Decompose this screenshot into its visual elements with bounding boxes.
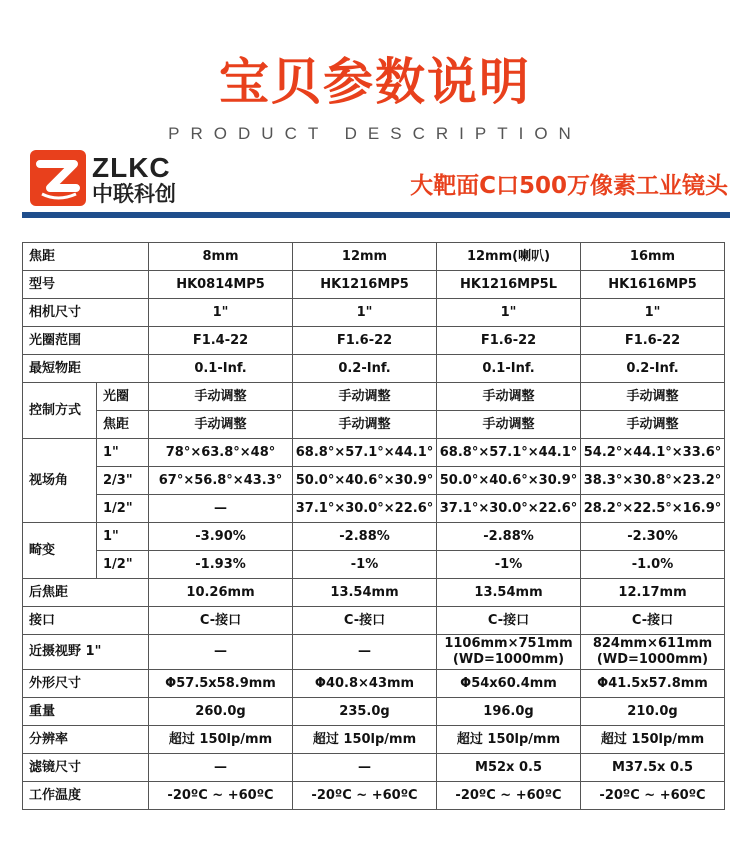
row-label: 接口 [23,607,149,635]
row-label: 相机尺寸 [23,299,149,327]
table-cell: Φ57.5x58.9mm [149,670,293,698]
table-cell: HK0814MP5 [149,271,293,299]
row-sublabel: 1" [97,439,149,467]
table-row-filter [23,754,725,782]
table-cell: Φ54x60.4mm [437,670,581,698]
table-cell: 1" [149,299,293,327]
closeup-value: 824mm×611mm [592,636,713,651]
table-cell: 手动调整 [149,383,293,411]
table-cell: -20ºC ~ +60ºC [293,782,437,810]
page-title: 宝贝参数说明 [219,53,531,111]
table-cell: 10.26mm [149,579,293,607]
table-row-fov-2 [23,467,725,495]
closeup-wd: (WD=1000mm) [596,652,709,667]
table-cell: HK1616MP5 [581,271,725,299]
table-cell: Φ41.5x57.8mm [581,670,725,698]
table-cell: 8mm [149,243,293,271]
table-cell: 手动调整 [293,383,437,411]
table-cell: 38.3°×30.8°×23.2° [581,467,725,495]
row-label: 光圈范围 [23,327,149,355]
table-cell: 手动调整 [437,383,581,411]
row-sublabel: 光圈 [97,383,149,411]
table-cell: HK1216MP5 [293,271,437,299]
table-cell: 37.1°×30.0°×22.6° [293,495,437,523]
row-label: 型号 [23,271,149,299]
row-label: 后焦距 [23,579,149,607]
table-cell: 超过 150lp/mm [437,726,581,754]
table-cell: 235.0g [293,698,437,726]
row-label: 畸变 [23,523,97,579]
table-cell: 50.0°×40.6°×30.9° [293,467,437,495]
table-row-dims [23,670,725,698]
table-cell: 68.8°×57.1°×44.1° [437,439,581,467]
row-sublabel: 1/2" [97,495,149,523]
table-row-weight [23,698,725,726]
table-cell: F1.6-22 [293,327,437,355]
row-label: 最短物距 [23,355,149,383]
table-cell: 0.1-Inf. [149,355,293,383]
table-cell: -3.90% [149,523,293,551]
table-cell: 50.0°×40.6°×30.9° [437,467,581,495]
table-cell: -20ºC ~ +60ºC [149,782,293,810]
table-cell: 54.2°×44.1°×33.6° [581,439,725,467]
table-cell: -2.88% [437,523,581,551]
table-cell [581,635,725,670]
table-cell: Φ40.8×43mm [293,670,437,698]
row-label: 外形尺寸 [23,670,149,698]
table-cell: 37.1°×30.0°×22.6° [437,495,581,523]
table-cell: 1" [581,299,725,327]
table-cell: C-接口 [293,607,437,635]
table-cell: 超过 150lp/mm [149,726,293,754]
row-label: 视场角 [23,439,97,523]
table-cell: F1.6-22 [581,327,725,355]
table-cell: 0.1-Inf. [437,355,581,383]
table-cell: 1" [293,299,437,327]
table-row-distortion-2 [23,551,725,579]
table-row-closeup [23,635,725,670]
closeup-value: — [214,644,228,659]
table-cell [437,635,581,670]
table-cell: -20ºC ~ +60ºC [437,782,581,810]
table-cell: HK1216MP5L [437,271,581,299]
table-cell: 68.8°×57.1°×44.1° [293,439,437,467]
spec-table [22,242,725,810]
product-slogan: 大靶面C口500万像素工业镜头 [410,173,728,199]
table-row-mod [23,355,725,383]
table-cell: 196.0g [437,698,581,726]
table-cell: -2.30% [581,523,725,551]
table-row-fov-3 [23,495,725,523]
row-label: 分辨率 [23,726,149,754]
table-cell: 1" [437,299,581,327]
brand-logo [30,150,190,210]
table-cell: — [149,754,293,782]
table-cell: C-接口 [437,607,581,635]
table-row-focal [23,243,725,271]
table-cell: 手动调整 [293,411,437,439]
table-cell: 12mm [293,243,437,271]
table-row-mount [23,607,725,635]
row-label: 近摄视野 1" [23,635,149,670]
row-label: 工作温度 [23,782,149,810]
table-row-distortion-1 [23,523,725,551]
row-sublabel: 2/3" [97,467,149,495]
table-cell: -1% [293,551,437,579]
table-cell: -20ºC ~ +60ºC [581,782,725,810]
row-label: 滤镜尺寸 [23,754,149,782]
table-cell: 28.2°×22.5°×16.9° [581,495,725,523]
row-sublabel: 焦距 [97,411,149,439]
table-cell [149,635,293,670]
brand-logo-icon [30,150,86,206]
table-row-temp [23,782,725,810]
table-cell: 超过 150lp/mm [293,726,437,754]
row-sublabel: 1" [97,523,149,551]
closeup-value: — [358,644,372,659]
row-label: 控制方式 [23,383,97,439]
table-cell: 210.0g [581,698,725,726]
table-cell: M52x 0.5 [437,754,581,782]
table-cell: 手动调整 [149,411,293,439]
table-cell: -2.88% [293,523,437,551]
table-cell: — [149,495,293,523]
table-row-bfl [23,579,725,607]
table-cell: — [293,754,437,782]
table-cell: -1.93% [149,551,293,579]
table-cell: 67°×56.8°×43.3° [149,467,293,495]
table-cell: 16mm [581,243,725,271]
table-row-aperture [23,327,725,355]
table-cell: 超过 150lp/mm [581,726,725,754]
brand-name-en: ZLKC [92,152,171,183]
table-cell [293,635,437,670]
table-cell: -1.0% [581,551,725,579]
table-row-model [23,271,725,299]
page-subtitle: PRODUCT DESCRIPTION [168,124,582,143]
table-cell: 78°×63.8°×48° [149,439,293,467]
table-cell: 13.54mm [293,579,437,607]
table-cell: 0.2-Inf. [293,355,437,383]
brand-name-cn: 中联科创 [92,182,176,206]
row-label: 重量 [23,698,149,726]
table-cell: F1.4-22 [149,327,293,355]
table-cell: 0.2-Inf. [581,355,725,383]
header-divider [22,212,730,218]
table-cell: F1.6-22 [437,327,581,355]
table-row-fov-1 [23,439,725,467]
table-cell: -1% [437,551,581,579]
table-cell: 手动调整 [581,383,725,411]
table-cell: 12mm(喇叭) [437,243,581,271]
table-row-control-iris [23,383,725,411]
table-row-resolution [23,726,725,754]
table-cell: 手动调整 [581,411,725,439]
closeup-value: 1106mm×751mm [444,636,573,651]
row-sublabel: 1/2" [97,551,149,579]
table-cell: C-接口 [581,607,725,635]
closeup-wd: (WD=1000mm) [452,652,565,667]
table-cell: 手动调整 [437,411,581,439]
row-label: 焦距 [23,243,149,271]
table-row-control-focus [23,411,725,439]
table-row-sensor [23,299,725,327]
table-cell: 12.17mm [581,579,725,607]
table-cell: M37.5x 0.5 [581,754,725,782]
table-cell: 260.0g [149,698,293,726]
table-cell: 13.54mm [437,579,581,607]
table-cell: C-接口 [149,607,293,635]
